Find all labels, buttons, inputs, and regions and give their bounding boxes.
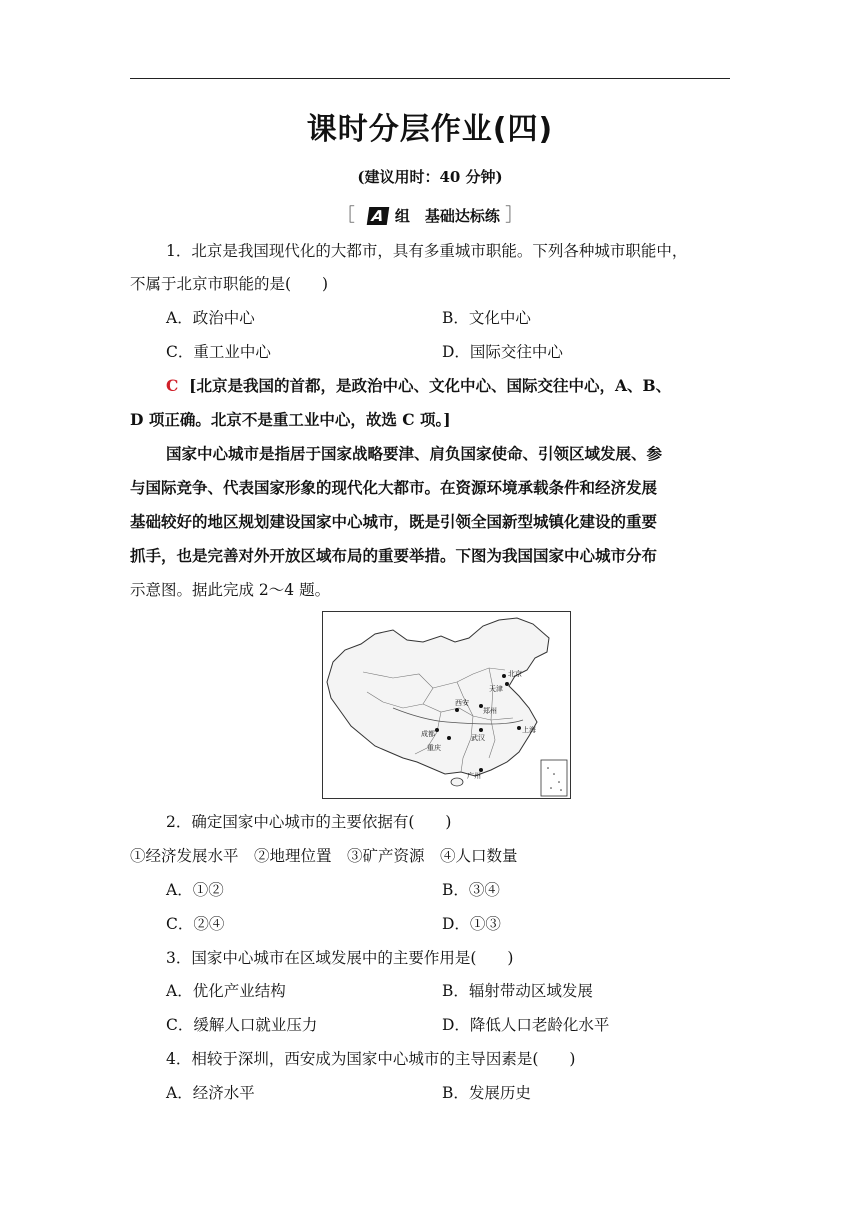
city-dot-wuhan [479,728,483,732]
page-title: 课时分层作业(四) [306,112,554,147]
bracket-left: ［ [336,205,355,226]
group-letter: A [367,207,389,225]
city-label-guangzhou: 广州 [467,772,481,780]
city-label-zhengzhou: 郑州 [483,707,497,715]
q1-option-a: A．政治中心 [166,309,255,327]
passage-line: 与国际竞争、代表国家形象的现代化大都市。在资源环境承载条件和经济发展 [130,478,658,497]
china-city-map [322,611,571,799]
q1-answer: C [166,376,179,395]
south-china-sea-inset [541,760,567,796]
group-heading [0,201,860,227]
q1-option-d: D．国际交往中心 [442,343,563,361]
city-dot-chongqing [447,736,451,740]
time-note: (建议用时：40 分钟) [357,168,503,186]
group-label: 组 基础达标练 [394,207,500,225]
city-label-chengdu: 成都 [421,730,435,738]
city-dot-chengdu [435,728,439,732]
china-outline [327,618,549,776]
q1-stem-line1: 1．北京是我国现代化的大都市，具有多重城市职能。下列各种城市职能中， [166,242,688,260]
q1-explanation-line2: D 项正确。北京不是重工业中心，故选 C 项。] [130,410,451,429]
city-label-shanghai: 上海 [522,726,536,734]
q1-option-b: B．文化中心 [442,309,531,327]
city-label-beijing: 北京 [508,670,522,678]
top-rule [130,78,730,79]
map-drawing [323,612,570,798]
passage-line: 示意图。据此完成 2～4 题。 [130,581,331,599]
q1-explanation-text: [北京是我国的首都，是政治中心、文化中心、国际交往中心，A、B、 [189,376,672,395]
q2-choices: ①经济发展水平 ②地理位置 ③矿产资源 ④人口数量 [130,847,518,865]
city-dot-shanghai [517,726,521,730]
passage-line: 抓手，也是完善对外开放区域布局的重要举措。下图为我国国家中心城市分布 [130,546,658,565]
q4-option-b: B．发展历史 [442,1084,531,1102]
q2-stem: 2．确定国家中心城市的主要依据有( ) [166,813,452,831]
city-label-chongqing: 重庆 [427,744,441,752]
q3-stem: 3．国家中心城市在区域发展中的主要作用是( ) [166,949,514,967]
q2-option-a: A．①② [166,881,224,899]
q3-option-c: C．缓解人口就业压力 [166,1016,318,1034]
q4-option-a: A．经济水平 [166,1084,255,1102]
city-label-xian: 西安 [455,699,469,707]
q3-option-a: A．优化产业结构 [166,982,286,1000]
q2-option-c: C．②④ [166,915,225,933]
city-dot-beijing [502,674,506,678]
hainan-island [451,778,463,786]
q1-stem-line2: 不属于北京市职能的是( ) [130,275,329,293]
bracket-right: ］ [505,205,524,226]
passage-line: 基础较好的地区规划建设国家中心城市，既是引领全国新型城镇化建设的重要 [130,512,658,531]
q2-option-d: D．①③ [442,915,501,933]
q2-option-b: B．③④ [442,881,500,899]
city-dot-tianjin [505,682,509,686]
city-dot-xian [455,708,459,712]
q1-option-c: C．重工业中心 [166,343,271,361]
q3-option-d: D．降低人口老龄化水平 [442,1016,610,1034]
q4-stem: 4．相较于深圳，西安成为国家中心城市的主导因素是( ) [166,1050,576,1068]
q3-option-b: B．辐射带动区域发展 [442,982,593,1000]
q1-explanation-line1 [166,375,671,397]
city-label-wuhan: 武汉 [471,734,485,742]
passage-line: 国家中心城市是指居于国家战略要津、肩负国家使命、引领区域发展、参 [166,444,663,463]
city-label-tianjin: 天津 [489,685,503,693]
